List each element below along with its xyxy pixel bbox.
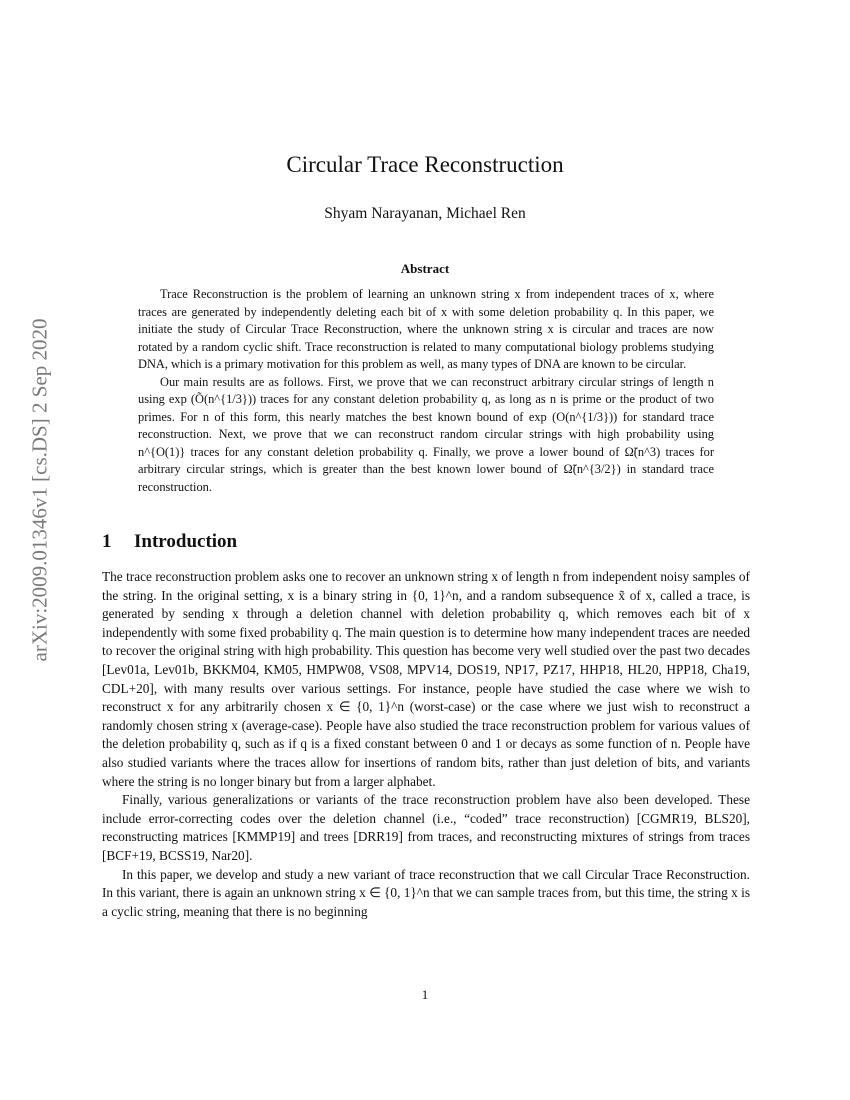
- body-paragraph: The trace reconstruction problem asks one to recover an unknown string x of length n from independent noisy samples of the string. In the original setting, x is a binary string in {0, 1}^n, and a random subsequence x̃ of x, called a trace, is generated by sending x through a deletion channel with deletion probability q, which removes each bit of x independently with some fixed probability q. The main question is to determine how many independent traces are needed to recover the original string with high probability. This question has become very well studied over the past two decades [Lev01a, Lev01b, BKKM04, KM05, HMPW08, VS08, MPV14, DOS19, NP17, PZ17, HHP18, HL20, HPP18, Cha19, CDL+20], with many results over various settings. For instance, people have studied the case where we wish to reconstruct x for any arbitrarily chosen x ∈ {0, 1}^n (worst-case) or the case where we just wish to reconstruct a randomly chosen string x (average-case). People have also studied the trace reconstruction problem for various values of the deletion probability q, such as if q is a fixed constant between 0 and 1 or decays as some function of n. People have also studied variants where the traces allow for insertions of random bits, rather than just deletion of bits, and variants where the string is no longer binary but from a larger alphabet.: [102, 569, 750, 789]
- abstract-body: [138, 286, 714, 496]
- abstract-heading: Abstract: [400, 261, 450, 276]
- abstract-paragraph: Trace Reconstruction is the problem of learning an unknown string x from independent traces of x, where traces are generated by independently deleting each bit of x with some deletion probability q. In this paper, we initiate the study of Circular Trace Reconstruction, where the unknown string x is circular and traces are now rotated by a random cyclic shift. Trace reconstruction is related to many computational biology problems studying DNA, which is a primary motivation for this problem as well, as many types of DNA are known to be circular.: [138, 287, 714, 371]
- arxiv-identifier-text: arXiv:2009.01346v1 [cs.DS] 2 Sep 2020: [27, 318, 52, 662]
- section-body: [102, 568, 750, 921]
- arxiv-identifier-stamp: [20, 280, 60, 700]
- abstract-paragraph: Our main results are as follows. First, we prove that we can reconstruct arbitrary circular strings of length n using exp (Õ(n^{1/3})) traces for any constant deletion probability q, as long as n is prime or the product of two primes. For n of this form, this nearly matches the best known bound of exp (O(n^{1/3})) for standard trace reconstruction. Next, we prove that we can reconstruct random circular strings with high probability using n^{O(1)} traces for any constant deletion probability q. Finally, we prove a lower bound of Ω̃(n^3) traces for arbitrary circular strings, which is greater than the best known lower bound of Ω̃(n^{3/2}) in standard trace reconstruction.: [138, 374, 714, 494]
- page-number: 1: [421, 987, 429, 1002]
- section-number: 1: [102, 531, 112, 552]
- section-heading: [102, 531, 237, 553]
- paper-title: Circular Trace Reconstruction: [286, 152, 564, 177]
- body-paragraph: In this paper, we develop and study a new variant of trace reconstruction that we call Circular Trace Reconstruction. In this variant, there is again an unknown string x ∈ {0, 1}^n that we can sample traces from, but this time, the string x is a cyclic string, meaning that there is no beginning: [102, 866, 750, 919]
- paper-authors: Shyam Narayanan, Michael Ren: [324, 205, 526, 222]
- section-title: Introduction: [134, 531, 238, 552]
- body-paragraph: Finally, various generalizations or variants of the trace reconstruction problem have also been developed. These include error-correcting codes over the deletion channel (i.e., “coded” trace reconstruction) [CGMR19, BLS20], reconstructing matrices [KMMP19] and trees [DRR19] from traces, and reconstructing mixtures of strings from traces [BCF+19, BCSS19, Nar20].: [102, 792, 750, 863]
